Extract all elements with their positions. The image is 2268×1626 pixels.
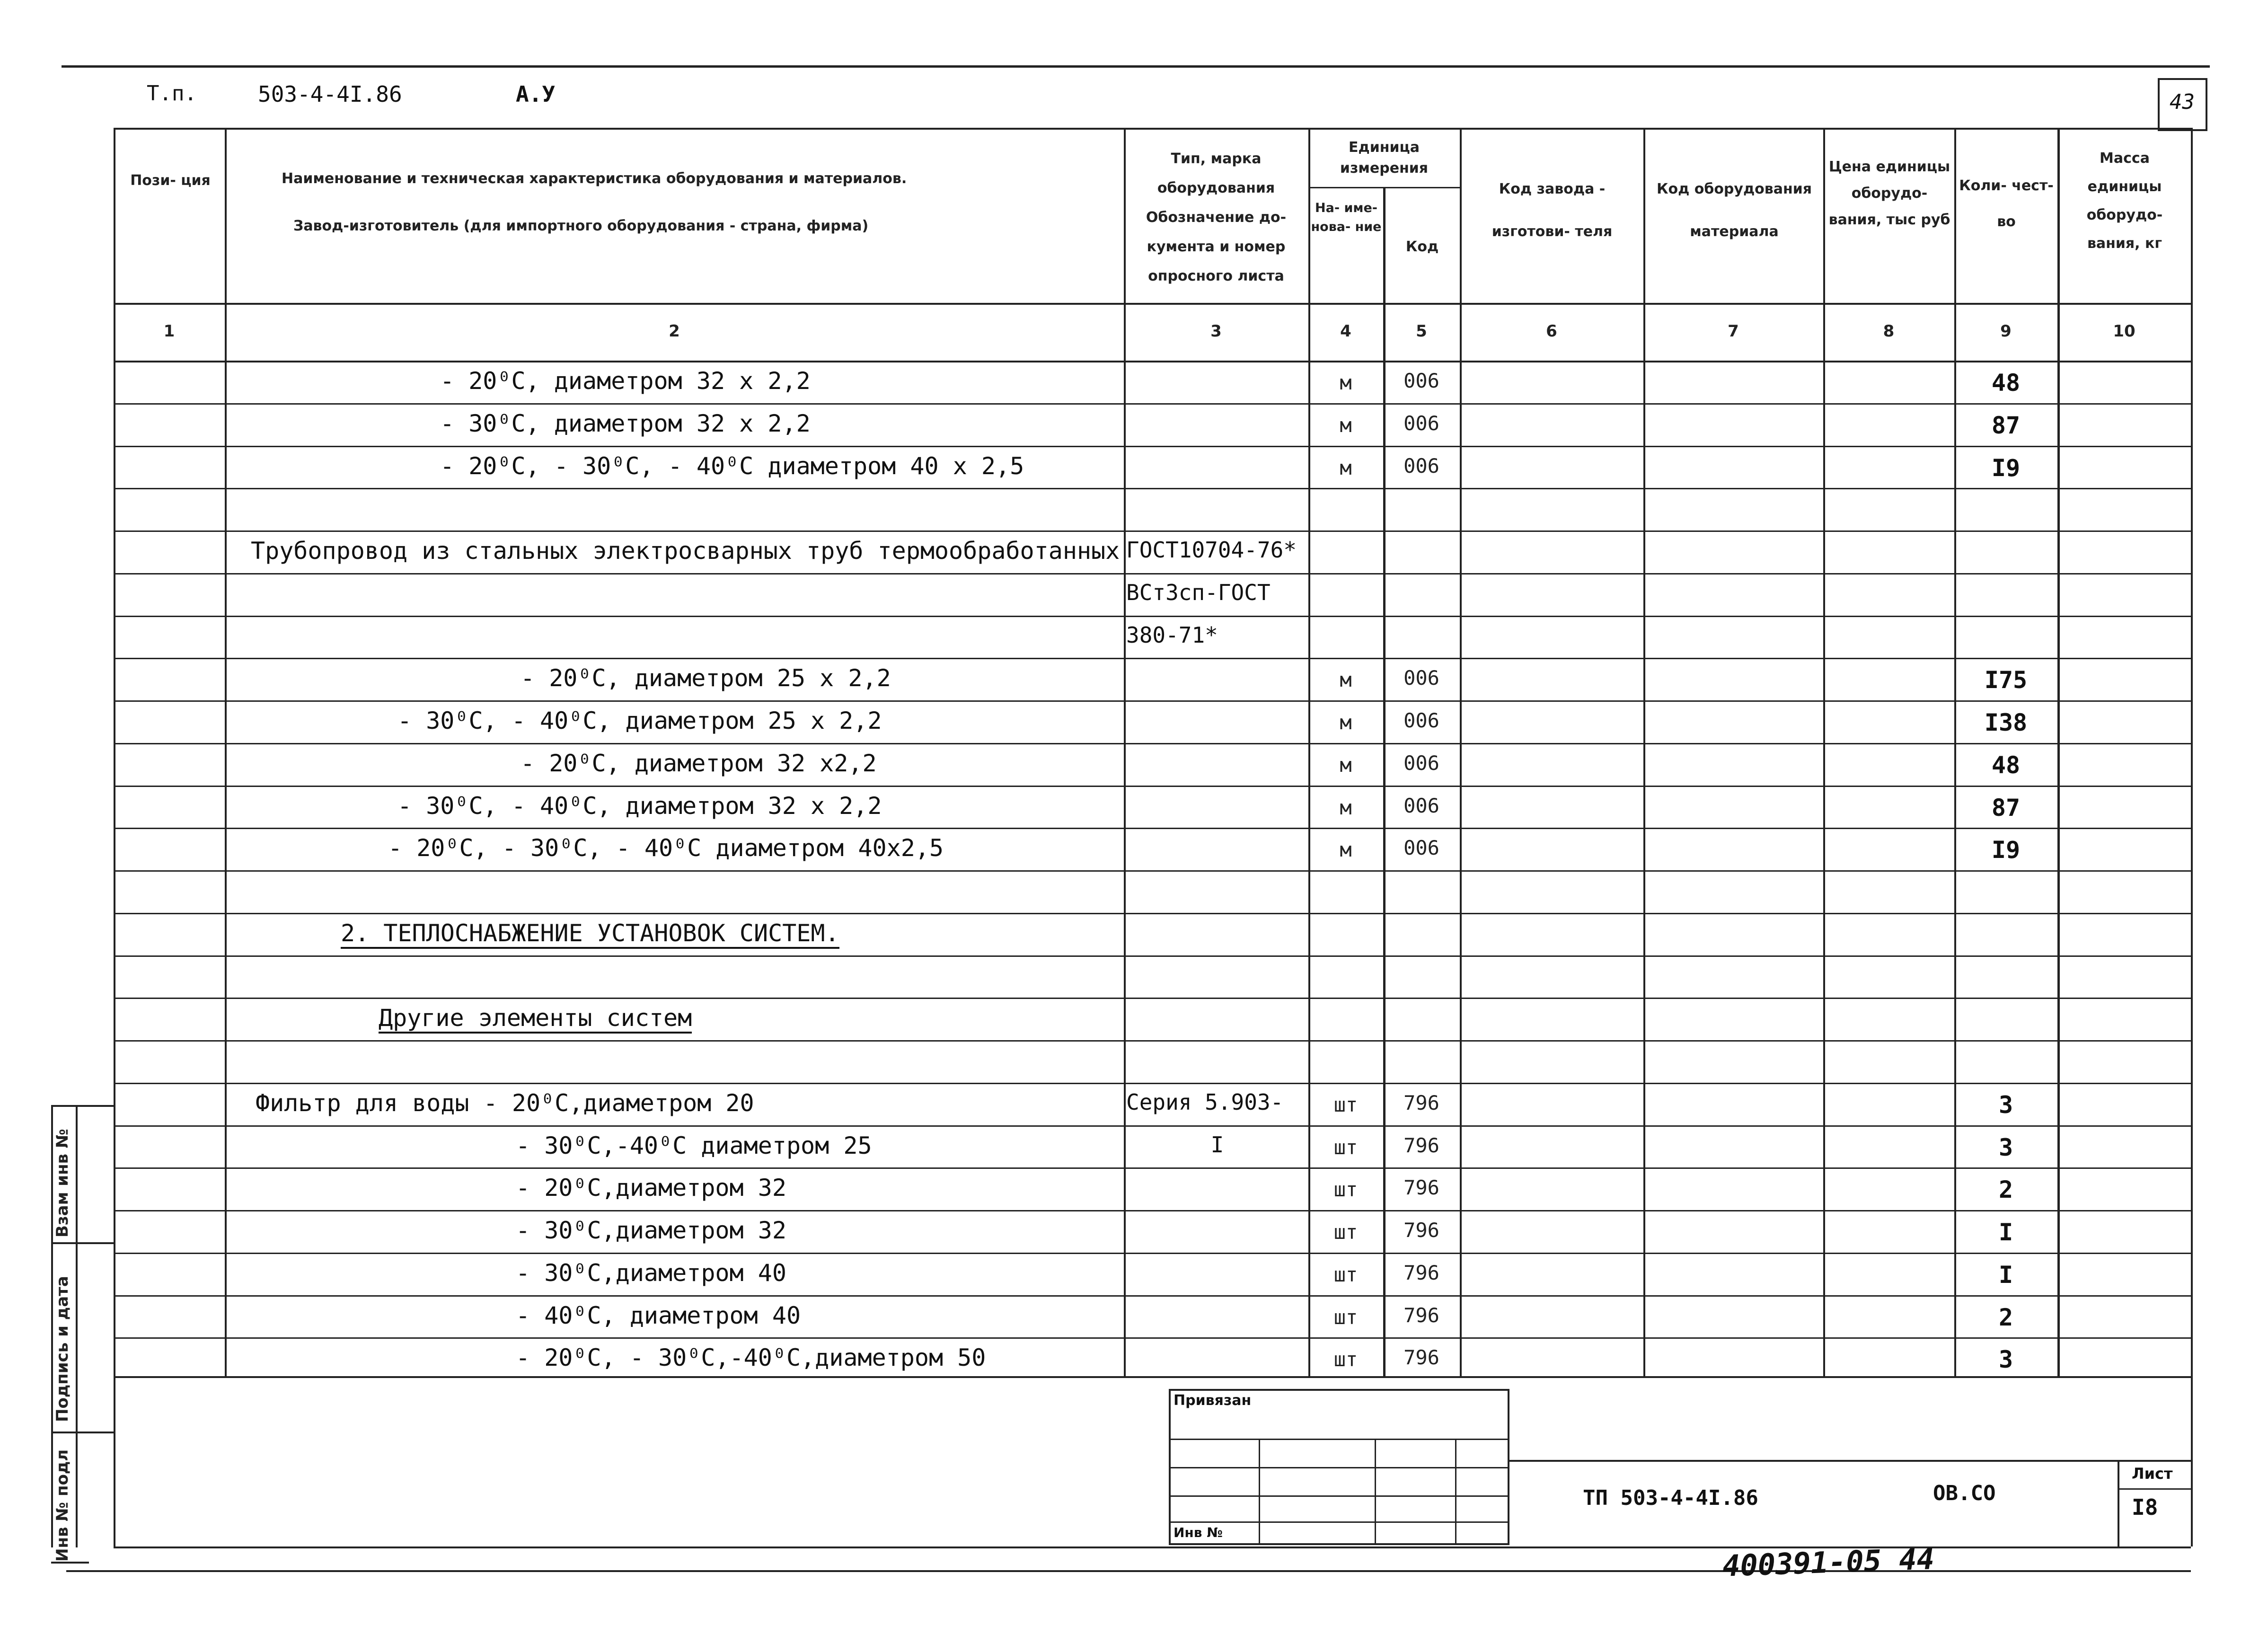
row-line <box>114 403 2191 405</box>
tb-list-h <box>2118 1488 2191 1490</box>
col9-header: Коли- чест- во <box>1959 177 2054 230</box>
cell-name: - 20⁰С, диаметром 25 х 2,2 <box>521 664 891 692</box>
cell-code: 796 <box>1403 1176 1439 1200</box>
cell-unit: шт <box>1333 1263 1358 1286</box>
side-stamp-top <box>51 1105 115 1107</box>
row-line <box>114 786 2191 787</box>
pb-line3 <box>1169 1495 1509 1497</box>
vline-c7 <box>1823 128 1825 1377</box>
colnum-4: 4 <box>1340 322 1351 341</box>
cell-code: 006 <box>1403 454 1439 477</box>
pb-line1 <box>1169 1439 1509 1440</box>
unit-group-line <box>1308 187 1460 188</box>
tb-right <box>2191 1376 2193 1546</box>
cell-code: 006 <box>1403 709 1439 732</box>
cell-code: 796 <box>1403 1303 1439 1327</box>
colnum-bottom-line <box>114 361 2191 362</box>
cell-name: - 30⁰С, - 40⁰С, диаметром 32 х 2,2 <box>397 792 882 820</box>
cell-name: - 30⁰С,диаметром 32 <box>516 1217 786 1244</box>
cell-unit: шт <box>1333 1093 1358 1116</box>
vline-c0 <box>114 128 115 1377</box>
cell-code: 006 <box>1403 836 1439 860</box>
sheet-code: ОВ.СО <box>1933 1481 1996 1505</box>
pb-line4 <box>1169 1521 1509 1523</box>
row-line <box>114 913 2191 914</box>
cell-qty: I9 <box>1991 454 2021 482</box>
side-label-podpis: Подпись и дата <box>53 1276 72 1422</box>
col6-header: Код завода - изготови- теля <box>1491 181 1613 240</box>
cell-name: Трубопровод из стальных электросварных труб термообработанных <box>251 537 1120 565</box>
cell-qty: 48 <box>1991 751 2021 779</box>
doc-code: ТП 503-4-4I.86 <box>1583 1486 1758 1510</box>
cell-qty: I9 <box>1991 836 2021 864</box>
vline-c9 <box>2057 128 2060 1377</box>
col1-header: Пози- ция <box>130 172 211 189</box>
cell-code: 006 <box>1403 794 1439 817</box>
cell-doc: ГОСТ10704-76* <box>1126 537 1297 563</box>
colnum-5: 5 <box>1416 322 1427 341</box>
row-line <box>114 955 2191 957</box>
row-line <box>114 743 2191 744</box>
row-line <box>114 616 2191 617</box>
row-line <box>114 1210 2191 1211</box>
vline-c6 <box>1643 128 1645 1377</box>
cell-name: - 20⁰С,диаметром 32 <box>516 1174 786 1202</box>
cell-code: 006 <box>1403 751 1439 775</box>
row-line <box>114 573 2191 574</box>
cell-doc: I <box>1210 1131 1224 1158</box>
cell-doc: ВСт3сп-ГОСТ <box>1126 579 1271 605</box>
privyazan-label: Привязан <box>1174 1392 1252 1409</box>
cell-code: 006 <box>1403 666 1439 690</box>
row-line <box>114 1337 2191 1339</box>
cell-qty: I38 <box>1984 709 2028 736</box>
row-line <box>114 828 2191 829</box>
cell-doc: 380-71* <box>1126 622 1218 648</box>
cell-unit: шт <box>1333 1305 1358 1329</box>
cell-qty: I <box>1998 1261 2013 1289</box>
tb-code-line <box>1509 1460 2191 1462</box>
cell-unit: шт <box>1333 1220 1358 1244</box>
row-line <box>114 870 2191 872</box>
cell-qty: 3 <box>1998 1091 2013 1119</box>
col7-header: Код оборудования материала <box>1656 181 1812 240</box>
colnum-7: 7 <box>1728 322 1739 341</box>
table-bottom-line <box>114 1376 2191 1378</box>
cell-name: Другие элементы систем <box>379 1004 692 1034</box>
row-line <box>114 1253 2191 1254</box>
cell-qty: 87 <box>1991 411 2021 439</box>
cell-qty: 3 <box>1998 1133 2013 1161</box>
colnum-6: 6 <box>1546 322 1557 341</box>
side-stamp-inner <box>76 1105 78 1547</box>
inv-no-label: Инв № <box>1174 1525 1223 1540</box>
cell-unit: шт <box>1333 1135 1358 1159</box>
tp-label: Т.п. <box>147 81 197 106</box>
tb-list-v <box>2118 1460 2119 1546</box>
vline-c1 <box>225 128 227 1377</box>
cell-name: - 20⁰С, - 30⁰С, - 40⁰С диаметром 40 х 2,5 <box>440 452 1024 480</box>
header-bottom-line <box>114 303 2191 305</box>
col8-header: Цена единицы оборудо- вания, тыс руб <box>1828 159 1950 228</box>
cell-code: 796 <box>1403 1219 1439 1242</box>
row-line <box>114 446 2191 447</box>
tp-number: 503-4-4I.86 <box>258 81 402 107</box>
vline-c2 <box>1124 128 1126 1377</box>
tb-left <box>114 1376 115 1546</box>
row-line <box>114 658 2191 659</box>
vline-c10 <box>2191 128 2193 1377</box>
cell-unit: шт <box>1333 1178 1358 1202</box>
col2-header-line1: Наименование и техническая характеристика оборудования и материалов. <box>282 170 907 187</box>
cell-unit: м <box>1340 711 1352 734</box>
vline-c5 <box>1460 128 1462 1377</box>
cell-unit: шт <box>1333 1348 1358 1371</box>
pb-v2 <box>1375 1439 1376 1545</box>
colnum-2: 2 <box>669 322 680 341</box>
section-code: А.У <box>516 81 556 107</box>
pb-v1 <box>1259 1439 1260 1545</box>
cell-qty: I <box>1998 1219 2013 1246</box>
list-number: I8 <box>2132 1494 2158 1520</box>
cell-qty: 2 <box>1998 1303 2013 1331</box>
cell-name: - 30⁰С, - 40⁰С, диаметром 25 х 2,2 <box>397 707 882 734</box>
row-line <box>114 1040 2191 1042</box>
unit-group-header: Единица измерения <box>1340 139 1429 177</box>
row-line <box>114 700 2191 702</box>
cell-name: - 20⁰С, диаметром 32 х2,2 <box>521 749 877 777</box>
handwritten-number: 400391-05 44 <box>1721 1541 1935 1583</box>
cell-name: - 30⁰С,диаметром 40 <box>516 1259 786 1287</box>
cell-name: - 20⁰С, диаметром 32 х 2,2 <box>440 367 811 395</box>
row-line <box>114 1083 2191 1084</box>
colnum-8: 8 <box>1883 322 1895 341</box>
row-line <box>114 1167 2191 1169</box>
cell-unit: м <box>1340 371 1352 394</box>
row-line <box>114 530 2191 532</box>
cell-name: - 20⁰С, - 30⁰С,-40⁰С,диаметром 50 <box>516 1344 986 1372</box>
colnum-3: 3 <box>1210 322 1222 341</box>
colnum-1: 1 <box>163 322 175 341</box>
cell-code: 006 <box>1403 411 1439 435</box>
side-stamp-bottom <box>51 1562 89 1564</box>
cell-unit: м <box>1340 753 1352 777</box>
side-label-inv: Инв № подл <box>53 1449 72 1562</box>
cell-name: - 30⁰С, диаметром 32 х 2,2 <box>440 409 811 437</box>
col10-header: Масса единицы оборудо- вания, кг <box>2086 150 2163 252</box>
table-top-line <box>114 128 2191 130</box>
list-label: Лист <box>2132 1465 2173 1483</box>
row-line <box>114 488 2191 489</box>
cell-code: 796 <box>1403 1261 1439 1284</box>
cell-name: - 40⁰С, диаметром 40 <box>516 1301 801 1329</box>
cell-unit: м <box>1340 795 1352 819</box>
cell-unit: м <box>1340 838 1352 862</box>
cell-qty: 87 <box>1991 794 2021 822</box>
cell-code: 796 <box>1403 1133 1439 1157</box>
col2-header-line2: Завод-изготовитель (для импортного оборудования - страна, фирма) <box>293 218 869 234</box>
cell-unit: м <box>1340 456 1352 479</box>
top-rule <box>62 65 2210 68</box>
cell-unit: м <box>1340 668 1352 692</box>
side-stamp-sep1 <box>51 1242 115 1244</box>
colnum-10: 10 <box>2113 322 2136 341</box>
cell-code: 006 <box>1403 369 1439 392</box>
cell-qty: I75 <box>1984 666 2028 694</box>
side-label-vzam: Взам инв № <box>53 1129 72 1237</box>
row-line <box>114 1295 2191 1297</box>
cell-qty: 48 <box>1991 369 2021 397</box>
cell-code: 796 <box>1403 1346 1439 1370</box>
pb-v3 <box>1455 1439 1456 1545</box>
colnum-9: 9 <box>2000 322 2012 341</box>
cell-name: - 30⁰С,-40⁰С диаметром 25 <box>516 1131 872 1159</box>
cell-name: Фильтр для воды - 20⁰С,диаметром 20 <box>256 1089 754 1117</box>
cell-qty: 3 <box>1998 1346 2013 1374</box>
cell-name: 2. ТЕПЛОСНАБЖЕНИЕ УСТАНОВОК СИСТЕМ. <box>341 919 839 949</box>
cell-name: - 20⁰С, - 30⁰С, - 40⁰С диаметром 40х2,5 <box>388 834 944 862</box>
pb-line2 <box>1169 1467 1509 1468</box>
page-number: 43 <box>2170 90 2195 114</box>
row-line <box>114 1125 2191 1127</box>
cell-unit: м <box>1340 413 1352 437</box>
col4-header: На- име- нова- ние <box>1311 201 1382 234</box>
side-stamp-sep2 <box>51 1432 115 1433</box>
cell-qty: 2 <box>1998 1176 2013 1204</box>
cell-code: 796 <box>1403 1091 1439 1114</box>
col5-header: Код <box>1405 239 1439 255</box>
row-line <box>114 998 2191 999</box>
col3-header: Тип, марка оборудования Обозначение до- кумента и номер опросного листа <box>1146 150 1287 284</box>
cell-doc: Серия 5.903- <box>1126 1089 1284 1115</box>
